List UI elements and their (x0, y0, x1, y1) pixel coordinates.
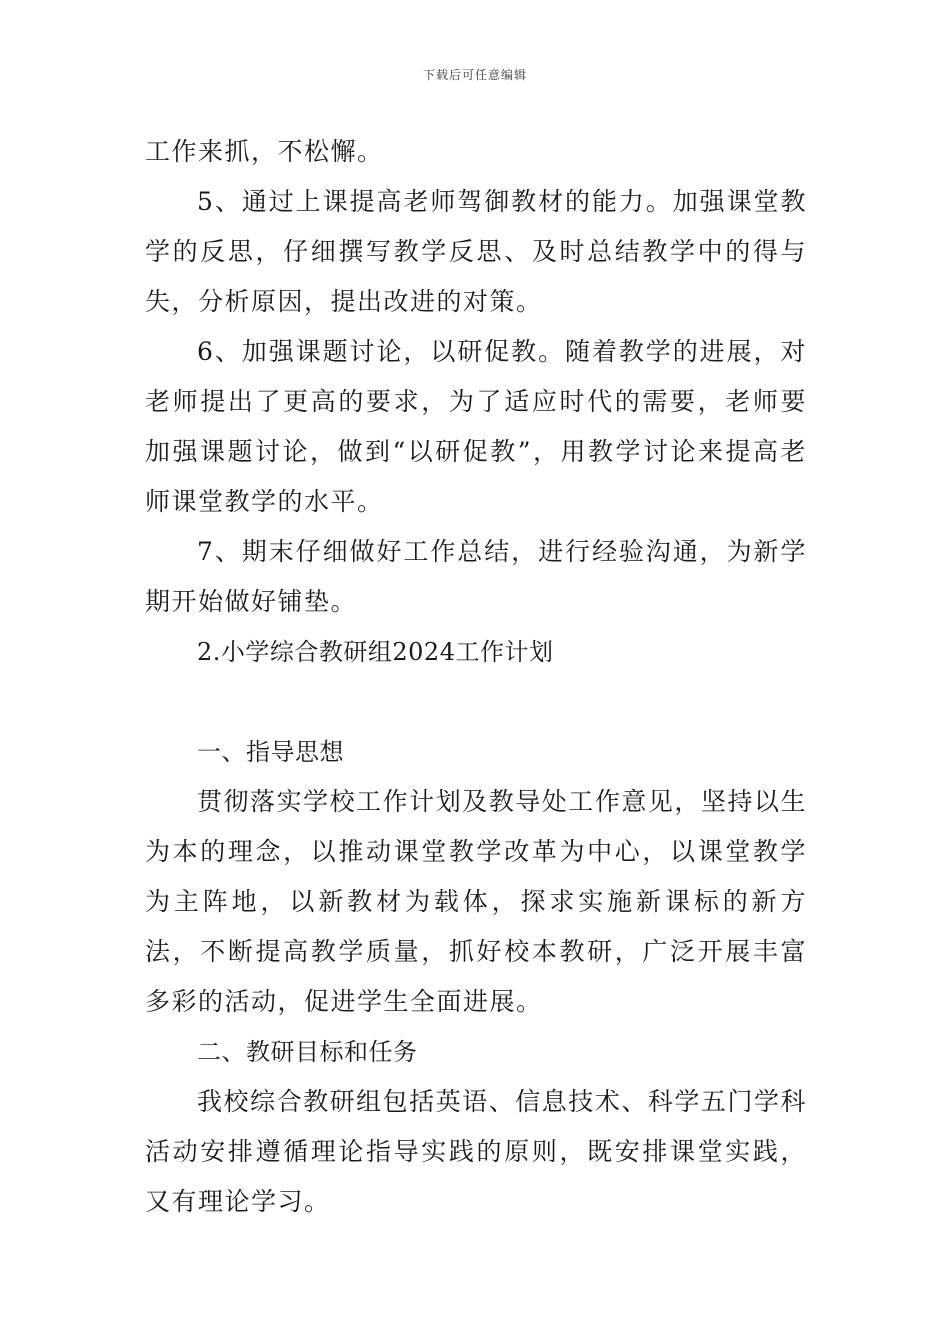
paragraph-goals-tasks: 我校综合教研组包括英语、信息技术、科学五门学科活动安排遵循理论指导实践的原则，既安排课堂实践，又有理论学习。 (145, 1087, 807, 1216)
paragraph-item-7: 7、期末仔细做好工作总结，进行经验沟通，为新学期开始做好铺垫。 (145, 537, 807, 616)
paragraph-guiding-ideology: 贯彻落实学校工作计划及教导处工作意见，坚持以生为本的理念，以推动课堂教学改革为中心，以课堂教学为主阵地，以新教材为载体，探求实施新课标的新方法，不断提高教学质量，抓好校本教研，广泛开展丰富多彩的活动，促进学生全面进展。 (145, 787, 807, 1016)
blank-line (145, 677, 807, 727)
document-body (145, 127, 807, 1227)
paragraph-item-6: 6、加强课题讨论，以研促教。随着教学的进展，对老师提出了更高的要求，为了适应时代的需要，老师要加强课题讨论，做到“以研促教”，用教学讨论来提高老师课堂教学的水平。 (145, 337, 807, 516)
paragraph-item-5: 5、通过上课提高老师驾御教材的能力。加强课堂教学的反思，仔细撰写教学反思、及时总结教学中的得与失，分析原因，提出改进的对策。 (145, 187, 807, 316)
section-title: 2.小学综合教研组2024工作计划 (197, 638, 554, 666)
page-header-note: 下载后可任意编辑 (422, 68, 527, 82)
paragraph-continuation: 工作来抓，不松懈。 (145, 137, 384, 166)
section-heading-guiding-ideology: 一、指导思想 (197, 738, 344, 766)
section-heading-goals-tasks: 二、教研目标和任务 (197, 1038, 418, 1066)
